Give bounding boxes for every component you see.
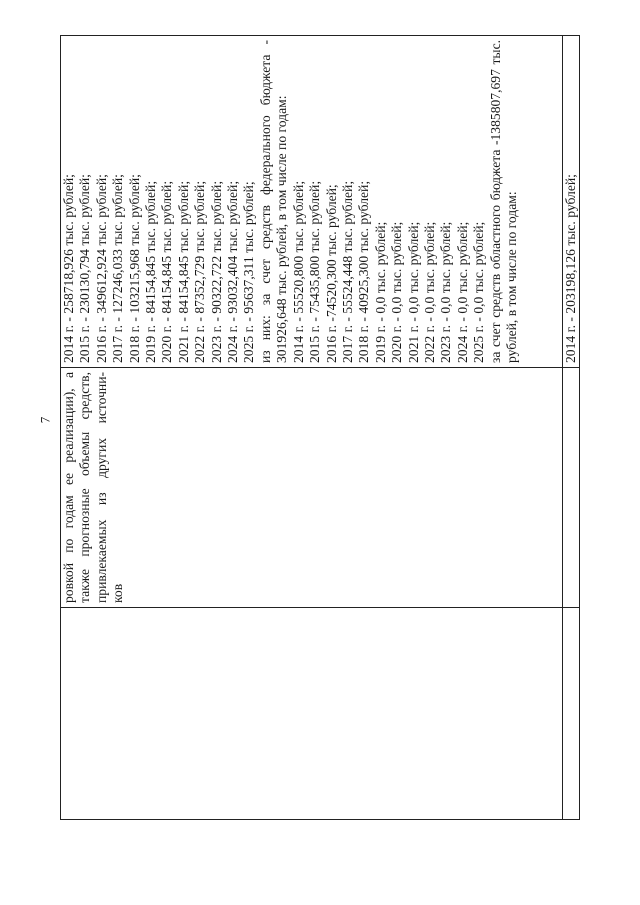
federal-year-line: 2025 г. - 0,0 тыс. рублей; [471, 221, 487, 363]
description-cell [562, 368, 579, 608]
total-year-line: 2017 г. - 127246,033 тыс. рублей; [110, 174, 126, 363]
number-cell [61, 608, 563, 820]
total-year-line: 2018 г. - 103215,968 тыс. рублей; [126, 174, 142, 363]
total-year-line: 2021 г. - 84154,845 тыс. рублей; [175, 180, 191, 363]
federal-year-line: 2019 г. - 0,0 тыс. рублей; [372, 221, 388, 363]
regional-year-line: 2014 г. - 203198,126 тыс. рублей; [562, 174, 578, 363]
total-year-line: 2020 г. - 84154,845 тыс. рублей; [159, 180, 175, 363]
federal-year-line: 2024 г. - 0,0 тыс. рублей; [454, 221, 470, 363]
page-number: 7 [37, 416, 53, 424]
federal-year-line: 2015 г. - 75435,800 тыс. рублей; [307, 180, 323, 363]
federal-year-line: 2023 г. - 0,0 тыс. рублей; [438, 221, 454, 363]
description-cell [61, 368, 563, 608]
rotated-page-content [60, 35, 580, 820]
total-year-line: 2022 г. - 87352,729 тыс. рублей; [192, 180, 208, 363]
table-row [61, 36, 563, 820]
federal-year-line: 2016 г. -74520,300 тыс. рублей; [323, 184, 339, 363]
federal-intro: из них: за счет средств федерального бюджета - 301926,648 тыс. рублей, в том числе по годам: [257, 40, 290, 363]
total-year-line: 2023 г. - 90322,722 тыс. рублей; [208, 180, 224, 363]
federal-year-line: 2022 г. - 0,0 тыс. рублей; [421, 221, 437, 363]
total-year-line: 2025 г. - 95637,311 тыс. рублей; [241, 181, 257, 363]
description-line: ровкой по годам ее реализации), а [61, 372, 76, 603]
total-year-line: 2015 г. - 230130,794 тыс. рублей; [77, 174, 93, 363]
federal-year-line: 2021 г. - 0,0 тыс. рублей; [405, 221, 421, 363]
total-year-line: 2024 г. - 93032,404 тыс. рублей; [225, 180, 241, 363]
description-line: ков [110, 583, 126, 603]
federal-year-line: 2014 г. - 55520,800 тыс. рублей; [290, 180, 306, 363]
total-year-line: 2019 г. - 84154,845 тыс. рублей; [143, 180, 159, 363]
regional-intro: за счет средств областного бюджета -1385807,697 тыс. рублей, в том числе по годам: [487, 40, 519, 363]
federal-year-line: 2018 г. - 40925,300 тыс. рублей; [356, 180, 372, 363]
description-line: также прогнозные объемы средств, [77, 372, 93, 603]
table-row [562, 36, 579, 820]
passport-table [60, 35, 580, 820]
number-cell [562, 608, 579, 820]
funding-cell [61, 36, 563, 368]
federal-year-line: 2020 г. - 0,0 тыс. рублей; [389, 221, 405, 363]
funding-cell [562, 36, 579, 368]
description-line: привлекаемых из других источни- [93, 372, 109, 603]
total-year-line: 2016 г. - 349612,924 тыс. рублей; [93, 174, 109, 363]
federal-year-line: 2017 г. - 55524,448 тыс. рублей; [339, 180, 355, 363]
total-year-line: 2014 г. - 258718,926 тыс. рублей; [61, 174, 76, 363]
